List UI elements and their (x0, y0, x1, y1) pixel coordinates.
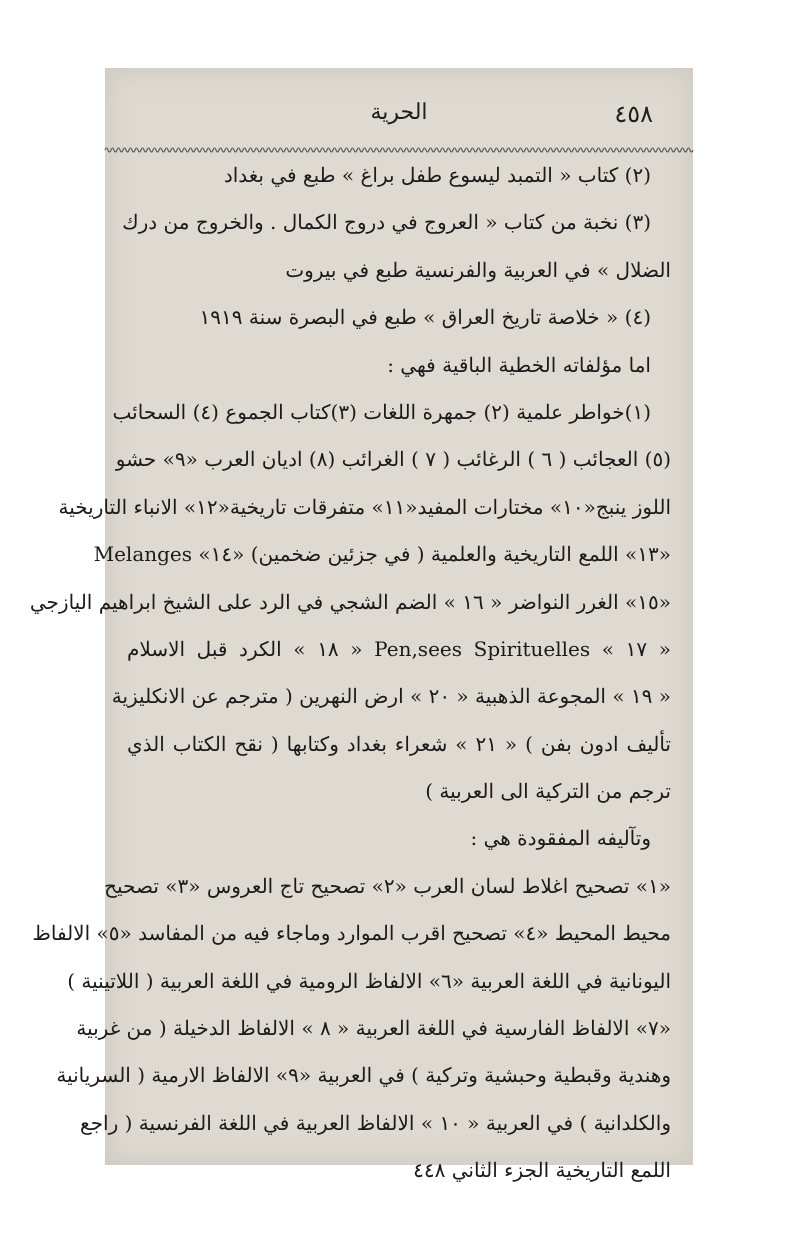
text-line: « ١٧ » Pen,sees Spirituelles « ١٨ » الكرد قبل الاسلام (127, 636, 671, 661)
page-body (29, 152, 671, 1195)
text-line: (١)خواطر علمية (٢) جمهرة اللغات (٣)كتاب الجموع (٤) السحائب (112, 399, 651, 424)
text-line: «١» تصحيح اغلاط لسان العرب «٢» تصحيح تاج العروس «٣» تصحيح (104, 873, 671, 898)
text-line: «١٣» اللمع التاريخية والعلمية ( في جزئين ضخمين) «١٤» Melanges (93, 542, 671, 567)
text-line: محيط المحيط «٤» تصحيح اقرب الموارد وماجاء فيه من المفاسد «٥» الالفاظ (32, 921, 671, 946)
text-line: (٥) العجائب ( ٦ ) الرغائب ( ٧ ) الغرائب (٨) اديان العرب «٩» حشو (115, 447, 671, 472)
text-line: والكلدانية ) في العربية « ١٠ » الالفاظ العربية في اللغة الفرنسية ( راجع (80, 1110, 671, 1135)
text-line: « ١٩ » المجوعة الذهبية « ٢٠ » ارض النهرين ( مترجم عن الانكليزية (111, 684, 671, 709)
text-line: وهندية وقبطية وحبشية وتركية ) في العربية «٩» الالفاظ الارمية ( السريانية (56, 1063, 671, 1088)
text-line: (٤) « خلاصة تاريخ العراق » طبع في البصرة سنة ١٩١٩ (199, 305, 651, 330)
text-line: (٢) كتاب « التمبد ليسوع طفل براغ » طبع في بغداد (223, 163, 651, 187)
text-line: (٣) نخبة من كتاب « العروج في دروج الكمال . والخروج من درك (122, 210, 651, 235)
text-line: «٧» الالفاظ الفارسية في اللغة العربية « ٨ » الالفاظ الدخيلة ( من غربية (76, 1016, 671, 1041)
text-line: اما مؤلفاته الخطية الباقية فهي : (387, 352, 651, 377)
text-line: «١٥» الغرر النواضر « ١٦ » الضم الشجي في الرد على الشيخ ابراهيم اليازجي (29, 589, 671, 614)
page-header (105, 100, 693, 140)
text-line: تأليف ادون بفن ) « ٢١ » شعراء بغداد وكتابها ( نقح الكتاب الذي (127, 731, 671, 756)
running-title: الحرية (370, 100, 428, 125)
text-line: اللوز ينبج«١٠» مختارات المفيد«١١» متفرقات تاريخية«١٢» الانباء التاريخية (58, 494, 671, 519)
text-line: اللمع التاريخية الجزء الثاني ٤٤٨ (413, 1158, 671, 1183)
page-number: ٤٥٨ (614, 100, 653, 128)
text-line: الضلال » في العربية والفرنسية طبع في بيروت (285, 257, 671, 282)
book-page (29, 68, 693, 1183)
text-line: ترجم من التركية الى العربية ) (425, 779, 671, 804)
text-line: اليونانية في اللغة العربية «٦» الالفاظ الرومية في اللغة العربية ( اللاتينية ) (67, 968, 671, 993)
text-line: وتآليفه المفقودة هي : (470, 826, 651, 851)
